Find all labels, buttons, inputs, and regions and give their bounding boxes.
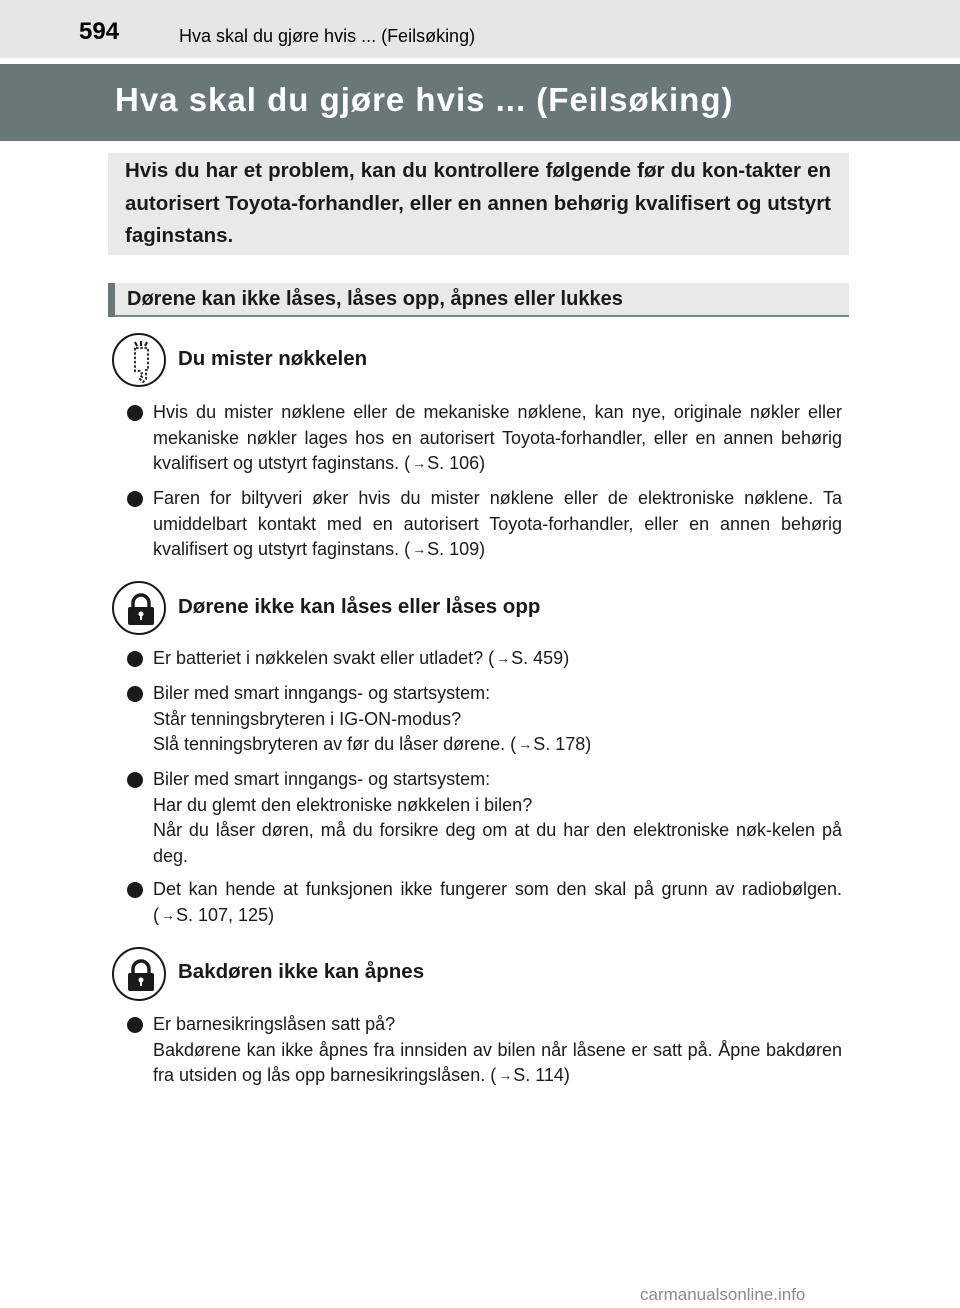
bullet-icon	[127, 686, 143, 702]
reference-arrow-icon: →	[412, 541, 427, 557]
subsection-title-cannot-lock: Dørene ikke kan låses eller låses opp	[178, 595, 541, 618]
watermark: carmanualsonline.info	[640, 1285, 806, 1304]
page-reference[interactable]: S. 459)	[511, 648, 570, 668]
bullet-icon	[127, 772, 143, 788]
reference-arrow-icon: →	[496, 650, 511, 666]
bullet-icon	[127, 651, 143, 667]
bullet-icon	[127, 491, 143, 507]
bullet-icon	[127, 1017, 143, 1033]
reference-arrow-icon: →	[412, 455, 427, 471]
list-item: Er barnesikringslåsen satt på? Bakdørene kan ikke åpnes fra innsiden av bilen når låsene er satt på. Åpne bakdøren fra utsiden og lås opp barnesikringslåsen. ( →S. 114)	[153, 1014, 842, 1085]
chapter-title-bar	[0, 64, 960, 141]
list-item: Biler med smart inngangs- og startsystem: Har du glemt den elektroniske nøkkelen i bilen? Når du låser døren, må du forsikre deg om at du har den elektroniske nøk-kelen på deg.	[153, 769, 842, 866]
section-title: Dørene kan ikke låses, låses opp, åpnes eller lukkes	[127, 288, 623, 310]
running-title: Hva skal du gjøre hvis ... (Feilsøking)	[179, 26, 476, 46]
intro-box: Hvis du har et problem, kan du kontrollere følgende før du kon-takter en autorisert Toyota-forhandler, eller en annen behørig kvalifisert og utstyrt faginstans.	[108, 153, 849, 255]
reference-arrow-icon: →	[498, 1067, 513, 1083]
page-reference[interactable]: S. 114)	[513, 1065, 570, 1085]
list-item: Faren for biltyveri øker hvis du mister nøklene eller de elektroniske nøklene. Ta umiddelbart kontakt med en autorisert Toyota-forhandler, eller en annen behørig kvalifisert og utstyrt faginstans. ( →S. 109)	[153, 488, 842, 559]
section-heading-bar	[108, 283, 115, 317]
page-reference[interactable]: S. 107, 125)	[176, 904, 275, 925]
running-header	[0, 0, 960, 58]
bullet-icon	[127, 882, 143, 898]
reference-arrow-icon: →	[161, 906, 175, 923]
list-item: Biler med smart inngangs- og startsystem: Står tenningsbryteren i IG-ON-modus? Slå tenningsbryteren av før du låser dørene. ( →S. 178)	[153, 683, 592, 754]
section-heading	[108, 283, 849, 317]
padlock-icon	[112, 947, 166, 1001]
list-item: Det kan hende at funksjonen ikke fungerer som den skal på grunn av radiobølgen. ( →S. 107, 125)	[153, 879, 842, 925]
subsection-title-rear-door: Bakdøren ikke kan åpnes	[178, 960, 425, 983]
key-icon	[112, 333, 166, 387]
subsection-title-lost-key: Du mister nøkkelen	[178, 347, 368, 370]
page-reference[interactable]: S. 109)	[427, 539, 486, 559]
padlock-icon	[112, 581, 166, 635]
list-item: Er batteriet i nøkkelen svakt eller utladet? ( →S. 459)	[153, 648, 570, 668]
chapter-title: Hva skal du gjøre hvis ... (Feilsøking)	[115, 81, 734, 118]
bullet-icon	[127, 405, 143, 421]
page-reference[interactable]: S. 178)	[533, 734, 592, 754]
reference-arrow-icon: →	[518, 736, 533, 752]
page-number: 594	[79, 18, 120, 45]
list-item: Hvis du mister nøklene eller de mekaniske nøklene, kan nye, originale nøkler eller mekaniske nøkler lages hos en autorisert Toyota-forhandler, eller en annen behørig kvalifisert og utstyrt faginstans. ( →S. 106)	[153, 402, 842, 473]
page-reference[interactable]: S. 106)	[427, 453, 486, 473]
